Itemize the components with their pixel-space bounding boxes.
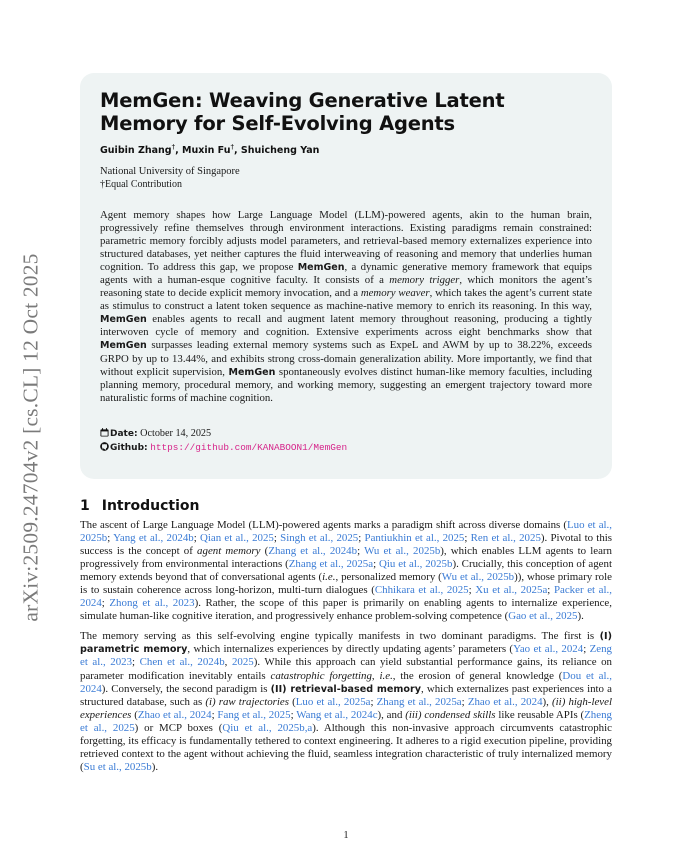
affiliation: National University of Singapore	[100, 166, 240, 177]
header-card	[80, 73, 612, 479]
body-paragraph: The memory serving as this self-evolving engine typically manifests in two dominant paradigms. The first is (I) parametric memory, which internalizes experiences by directly updating agents’ parameters (Yao et al., 2024; Zeng et al., 2023; Chen et al., 2024b, 2025). While this approach can yield substantial performance gains, its reliance on parameter modification inevitably entails catastrophic forgetting, i.e., the erosion of general knowledge (Dou et al., 2024). Conversely, the second paradigm is (II) retrieval-based memory, which externalizes past experiences into a structured database, such as (i) raw trajectories (Luo et al., 2025a; Zhang et al., 2025a; Zhao et al., 2024), (ii) high-level experiences (Zhao et al., 2024; Fang et al., 2025; Wang et al., 2024c), and (iii) condensed skills like reusable APIs (Zheng et al., 2025) or MCP boxes (Qiu et al., 2025b,a). Although this non-invasive approach circumvents catastrophic forgetting, its efficacy is fundamentally tethered to context engineering. It adheres to a rigid execution pipeline, providing retrieved context to the agent without achieving the fluid, seamless integration characteristic of truly internalized memory (Su et al., 2025b).	[80, 630, 612, 773]
author-mark: †	[171, 143, 176, 151]
section-heading	[80, 498, 612, 514]
date-label: Date:	[110, 428, 138, 439]
github-line	[100, 441, 592, 455]
paper-title: MemGen: Weaving Generative Latent Memory for Self-Evolving Agents	[100, 89, 505, 135]
github-link[interactable]: https://github.com/KANABOON1/MemGen	[150, 441, 348, 453]
author-mark: †	[230, 143, 234, 151]
contribution-note: †Equal Contribution	[100, 179, 182, 190]
author-list: Guibin Zhang†, Muxin Fu†, Shuicheng Yan	[100, 143, 320, 156]
section-title: Introduction	[101, 498, 200, 514]
author-name: Guibin Zhang	[100, 145, 172, 156]
abstract: Agent memory shapes how Large Language Model (LLM)-powered agents, akin to the human brain, progressively refine themselves through environment interactions. Existing paradigms remain constrained: parametric memory forcibly adjusts model parameters, and retrieval-based memory externalizes experience into structured databases, yet neither captures the fluid interweaving of reasoning and memory that underlies human cognition. To address this gap, we propose MemGen, a dynamic generative memory framework that equips agents with a human-esque cognitive faculty. It consists of a memory trigger, which monitors the agent’s reasoning state to decide explicit memory invocation, and a memory weaver, which takes the agent’s current state as stimulus to construct a latent token sequence as machine-native memory to enrich its reasoning. In this way, MemGen enables agents to recall and augment latent memory throughout reasoning, producing a tightly interwoven cycle of memory and cognition. Extensive experiments across eight benchmarks show that MemGen surpasses leading external memory systems such as ExpeL and AWM by up to 38.22%, exceeds GRPO by up to 13.44%, and exhibits strong cross-domain generalization ability. More importantly, we find that without explicit supervision, MemGen spontaneously evolves distinct human-like memory faculties, including planning memory, procedural memory, and working memory, suggesting an emergent trajectory toward more naturalistic forms of machine cognition.	[100, 209, 592, 404]
date-value: October 14, 2025	[140, 427, 212, 439]
arxiv-stamp-text: arXiv:2509.24704v2 [cs.CL] 12 Oct 2025	[18, 253, 43, 622]
page-number: 1	[343, 830, 349, 841]
arxiv-stamp	[6, 230, 56, 650]
paper-meta	[100, 427, 592, 455]
github-icon	[100, 442, 109, 451]
introduction-section	[80, 498, 612, 781]
github-label: Github:	[110, 442, 148, 453]
section-number: 1	[80, 498, 90, 514]
author-name: Shuicheng Yan	[240, 145, 320, 156]
date-line	[100, 427, 592, 441]
calendar-icon	[100, 428, 109, 437]
body-paragraph: The ascent of Large Language Model (LLM)-powered agents marks a paradigm shift across diverse domains (Luo et al., 2025b; Yang et al., 2024b; Qian et al., 2025; Singh et al., 2025; Pantiukhin et al., 2025; Ren et al., 2025). Pivotal to this success is the concept of agent memory (Zhang et al., 2024b; Wu et al., 2025b), which enables LLM agents to learn progressively from environmental interactions (Zhang et al., 2025a; Qiu et al., 2025b). Crucially, this conception of agent memory extends beyond that of conversational agents (i.e., personalized memory (Wu et al., 2025b)), whose primary role is to sustain coherence across long-horizon, multi-turn dialogues (Chhikara et al., 2025; Xu et al., 2025a; Packer et al., 2024; Zhong et al., 2023). Rather, the scope of this paper is primarily on enabling agents to internalize experience, simulate human-like cognitive iteration, and progressively enhance problem-solving competence (Gao et al., 2025).	[80, 519, 613, 623]
author-name: Muxin Fu	[182, 145, 231, 156]
